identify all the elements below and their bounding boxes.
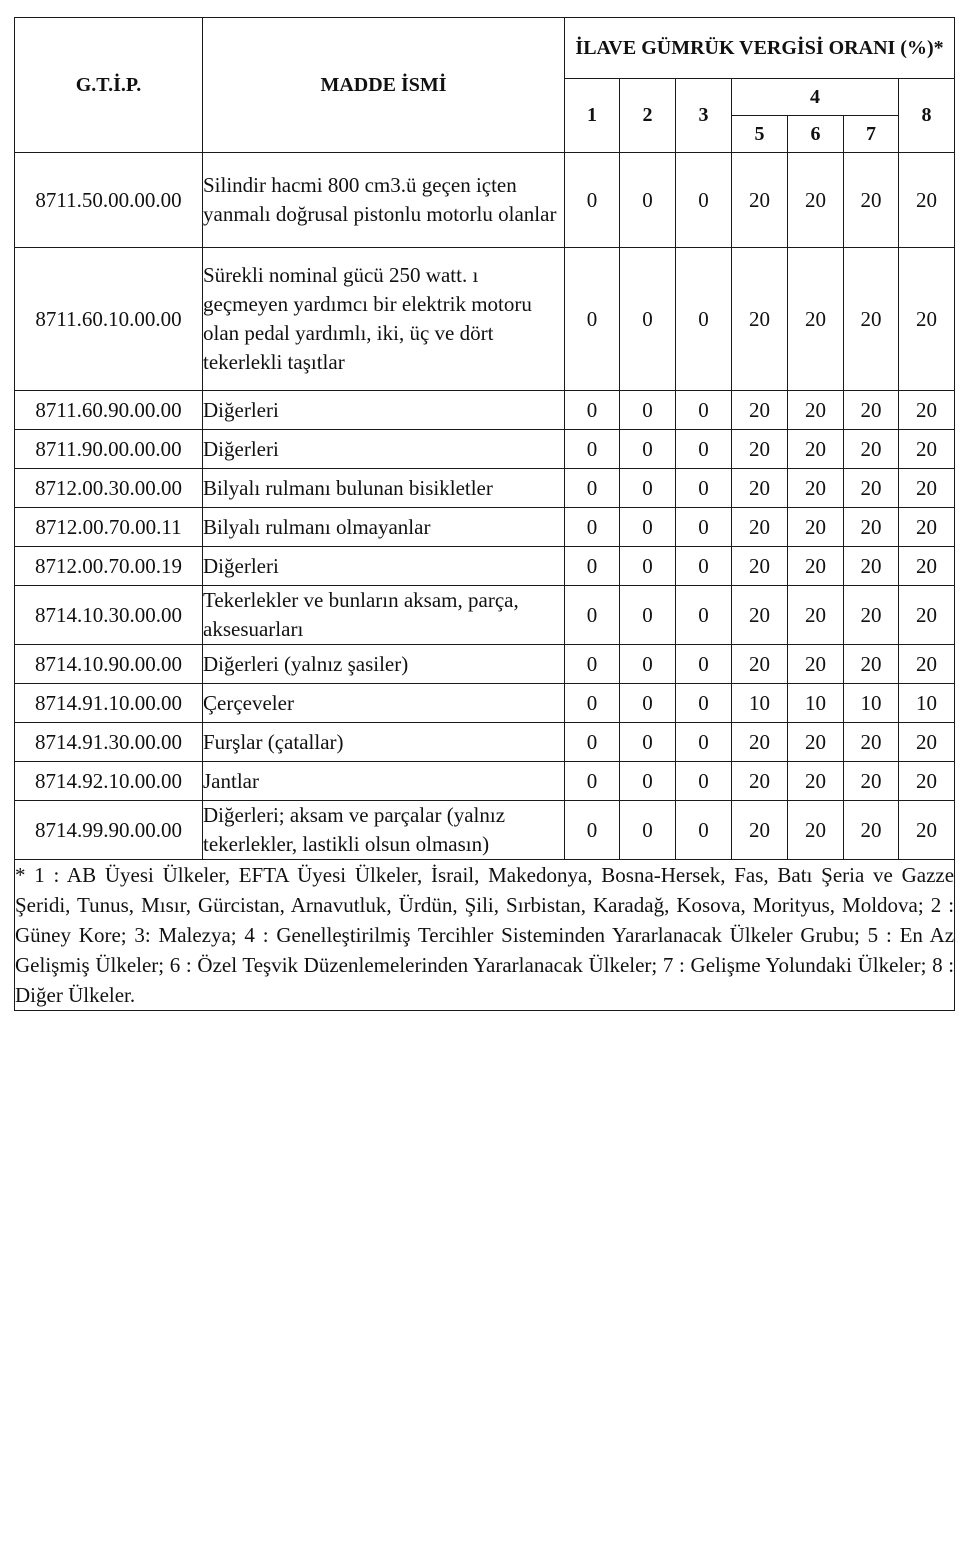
rate-col-6: 20 (788, 469, 844, 508)
gtip-code: 8712.00.70.00.11 (15, 508, 203, 547)
rate-col-5: 20 (732, 547, 788, 586)
rate-col-7: 20 (844, 547, 899, 586)
rate-col-8: 20 (899, 762, 955, 801)
rate-col-2: 0 (620, 762, 676, 801)
rate-col-2: 0 (620, 508, 676, 547)
header-ilave-gumruk-vergisi: İLAVE GÜMRÜK VERGİSİ ORANI (%)* (565, 18, 955, 79)
table-row (15, 801, 955, 860)
table-header (15, 18, 955, 153)
rate-col-8: 20 (899, 469, 955, 508)
table-row (15, 469, 955, 508)
item-name: Sürekli nominal gücü 250 watt. ı geçmeyen yardımcı bir elektrik motoru olan pedal yardımlı, iki, üç ve dört tekerlekli taşıtlar (203, 248, 565, 391)
tariff-document (14, 17, 954, 1011)
rate-col-7: 20 (844, 430, 899, 469)
footnote: * 1 : AB Üyesi Ülkeler, EFTA Üyesi Ülkeler, İsrail, Makedonya, Bosna-Hersek, Fas, Batı Şeria ve Gazze Şeridi, Tunus, Mısır, Gürcistan, Arnavutluk, Ürdün, Şili, Sırbistan, Karadağ, Kosova, Morityus, Moldova; 2 : Güney Kore; 3: Malezya; 4 : Genelleştirilmiş Tercihler Sisteminden Yararlanacak Ülkeler Grubu; 5 : En Az Gelişmiş Ülkeler; 6 : Özel Teşvik Düzenlemelerinden Yararlanacak Ülkeler; 7 : Gelişme Yolundaki Ülkeler; 8 : Diğer Ülkeler. (15, 860, 955, 1011)
rate-col-7: 20 (844, 645, 899, 684)
rate-col-6: 20 (788, 430, 844, 469)
rate-col-3: 0 (676, 430, 732, 469)
item-name: Diğerleri (yalnız şasiler) (203, 645, 565, 684)
rate-col-7: 20 (844, 723, 899, 762)
table-row (15, 508, 955, 547)
table-row (15, 762, 955, 801)
rate-col-2: 0 (620, 645, 676, 684)
header-col-6: 6 (788, 116, 844, 153)
rate-col-3: 0 (676, 248, 732, 391)
item-name: Silindir hacmi 800 cm3.ü geçen içten yanmalı doğrusal pistonlu motorlu olanlar (203, 153, 565, 248)
rate-col-7: 20 (844, 762, 899, 801)
gtip-code: 8714.91.30.00.00 (15, 723, 203, 762)
rate-col-1: 0 (565, 547, 620, 586)
rate-col-7: 10 (844, 684, 899, 723)
rate-col-2: 0 (620, 391, 676, 430)
rate-col-1: 0 (565, 153, 620, 248)
gtip-code: 8711.50.00.00.00 (15, 153, 203, 248)
tariff-table (14, 17, 955, 1011)
rate-col-5: 20 (732, 801, 788, 860)
rate-col-7: 20 (844, 508, 899, 547)
table-row (15, 645, 955, 684)
rate-col-2: 0 (620, 469, 676, 508)
item-name: Diğerleri (203, 391, 565, 430)
rate-col-7: 20 (844, 469, 899, 508)
rate-col-3: 0 (676, 547, 732, 586)
gtip-code: 8714.10.90.00.00 (15, 645, 203, 684)
gtip-code: 8714.99.90.00.00 (15, 801, 203, 860)
rate-col-5: 10 (732, 684, 788, 723)
rate-col-2: 0 (620, 153, 676, 248)
rate-col-1: 0 (565, 469, 620, 508)
header-col-4: 4 (732, 79, 899, 116)
rate-col-8: 20 (899, 153, 955, 248)
rate-col-8: 20 (899, 430, 955, 469)
table-row (15, 430, 955, 469)
rate-col-3: 0 (676, 391, 732, 430)
rate-col-5: 20 (732, 645, 788, 684)
rate-col-3: 0 (676, 469, 732, 508)
item-name: Furşlar (çatallar) (203, 723, 565, 762)
gtip-code: 8711.60.10.00.00 (15, 248, 203, 391)
rate-col-7: 20 (844, 248, 899, 391)
rate-col-5: 20 (732, 508, 788, 547)
table-row (15, 723, 955, 762)
rate-col-2: 0 (620, 430, 676, 469)
gtip-code: 8714.92.10.00.00 (15, 762, 203, 801)
rate-col-8: 20 (899, 586, 955, 645)
rate-col-3: 0 (676, 723, 732, 762)
rate-col-7: 20 (844, 586, 899, 645)
rate-col-6: 20 (788, 547, 844, 586)
gtip-code: 8714.10.30.00.00 (15, 586, 203, 645)
rate-col-7: 20 (844, 153, 899, 248)
rate-col-7: 20 (844, 391, 899, 430)
rate-col-5: 20 (732, 430, 788, 469)
item-name: Diğerleri (203, 430, 565, 469)
rate-col-1: 0 (565, 586, 620, 645)
item-name: Jantlar (203, 762, 565, 801)
rate-col-8: 20 (899, 645, 955, 684)
rate-col-3: 0 (676, 508, 732, 547)
rate-col-3: 0 (676, 762, 732, 801)
rate-col-6: 20 (788, 391, 844, 430)
table-row (15, 684, 955, 723)
rate-col-5: 20 (732, 153, 788, 248)
rate-col-5: 20 (732, 391, 788, 430)
rate-col-3: 0 (676, 153, 732, 248)
rate-col-6: 20 (788, 248, 844, 391)
gtip-code: 8714.91.10.00.00 (15, 684, 203, 723)
rate-col-8: 20 (899, 508, 955, 547)
header-gtip: G.T.İ.P. (15, 18, 203, 153)
rate-col-1: 0 (565, 248, 620, 391)
rate-col-5: 20 (732, 762, 788, 801)
rate-col-5: 20 (732, 723, 788, 762)
rate-col-1: 0 (565, 508, 620, 547)
rate-col-6: 20 (788, 645, 844, 684)
rate-col-3: 0 (676, 801, 732, 860)
header-col-5: 5 (732, 116, 788, 153)
rate-col-6: 20 (788, 723, 844, 762)
rate-col-2: 0 (620, 547, 676, 586)
rate-col-6: 10 (788, 684, 844, 723)
header-col-2: 2 (620, 79, 676, 153)
rate-col-6: 20 (788, 508, 844, 547)
rate-col-5: 20 (732, 586, 788, 645)
item-name: Tekerlekler ve bunların aksam, parça, aksesuarları (203, 586, 565, 645)
header-madde-ismi: MADDE İSMİ (203, 18, 565, 153)
header-col-3: 3 (676, 79, 732, 153)
rate-col-6: 20 (788, 153, 844, 248)
rate-col-8: 10 (899, 684, 955, 723)
rate-col-1: 0 (565, 645, 620, 684)
header-col-1: 1 (565, 79, 620, 153)
item-name: Diğerleri; aksam ve parçalar (yalnız tekerlekler, lastikli olsun olmasın) (203, 801, 565, 860)
gtip-code: 8711.60.90.00.00 (15, 391, 203, 430)
item-name: Diğerleri (203, 547, 565, 586)
rate-col-6: 20 (788, 801, 844, 860)
table-row (15, 391, 955, 430)
rate-col-1: 0 (565, 684, 620, 723)
item-name: Bilyalı rulmanı olmayanlar (203, 508, 565, 547)
rate-col-3: 0 (676, 645, 732, 684)
gtip-code: 8711.90.00.00.00 (15, 430, 203, 469)
rate-col-2: 0 (620, 801, 676, 860)
rate-col-1: 0 (565, 391, 620, 430)
rate-col-2: 0 (620, 723, 676, 762)
rate-col-5: 20 (732, 469, 788, 508)
footnote-row (15, 860, 955, 1011)
rate-col-3: 0 (676, 684, 732, 723)
header-col-8: 8 (899, 79, 955, 153)
table-row (15, 248, 955, 391)
header-col-7: 7 (844, 116, 899, 153)
item-name: Bilyalı rulmanı bulunan bisikletler (203, 469, 565, 508)
item-name: Çerçeveler (203, 684, 565, 723)
table-row (15, 547, 955, 586)
rate-col-1: 0 (565, 801, 620, 860)
rate-col-5: 20 (732, 248, 788, 391)
rate-col-8: 20 (899, 248, 955, 391)
rate-col-8: 20 (899, 391, 955, 430)
rate-col-2: 0 (620, 684, 676, 723)
rate-col-8: 20 (899, 547, 955, 586)
rate-col-1: 0 (565, 762, 620, 801)
table-row (15, 586, 955, 645)
gtip-code: 8712.00.30.00.00 (15, 469, 203, 508)
rate-col-2: 0 (620, 586, 676, 645)
rate-col-2: 0 (620, 248, 676, 391)
rate-col-6: 20 (788, 762, 844, 801)
rate-col-3: 0 (676, 586, 732, 645)
table-body (15, 153, 955, 1011)
rate-col-1: 0 (565, 723, 620, 762)
rate-col-8: 20 (899, 801, 955, 860)
table-row (15, 153, 955, 248)
gtip-code: 8712.00.70.00.19 (15, 547, 203, 586)
rate-col-6: 20 (788, 586, 844, 645)
rate-col-1: 0 (565, 430, 620, 469)
rate-col-8: 20 (899, 723, 955, 762)
rate-col-7: 20 (844, 801, 899, 860)
